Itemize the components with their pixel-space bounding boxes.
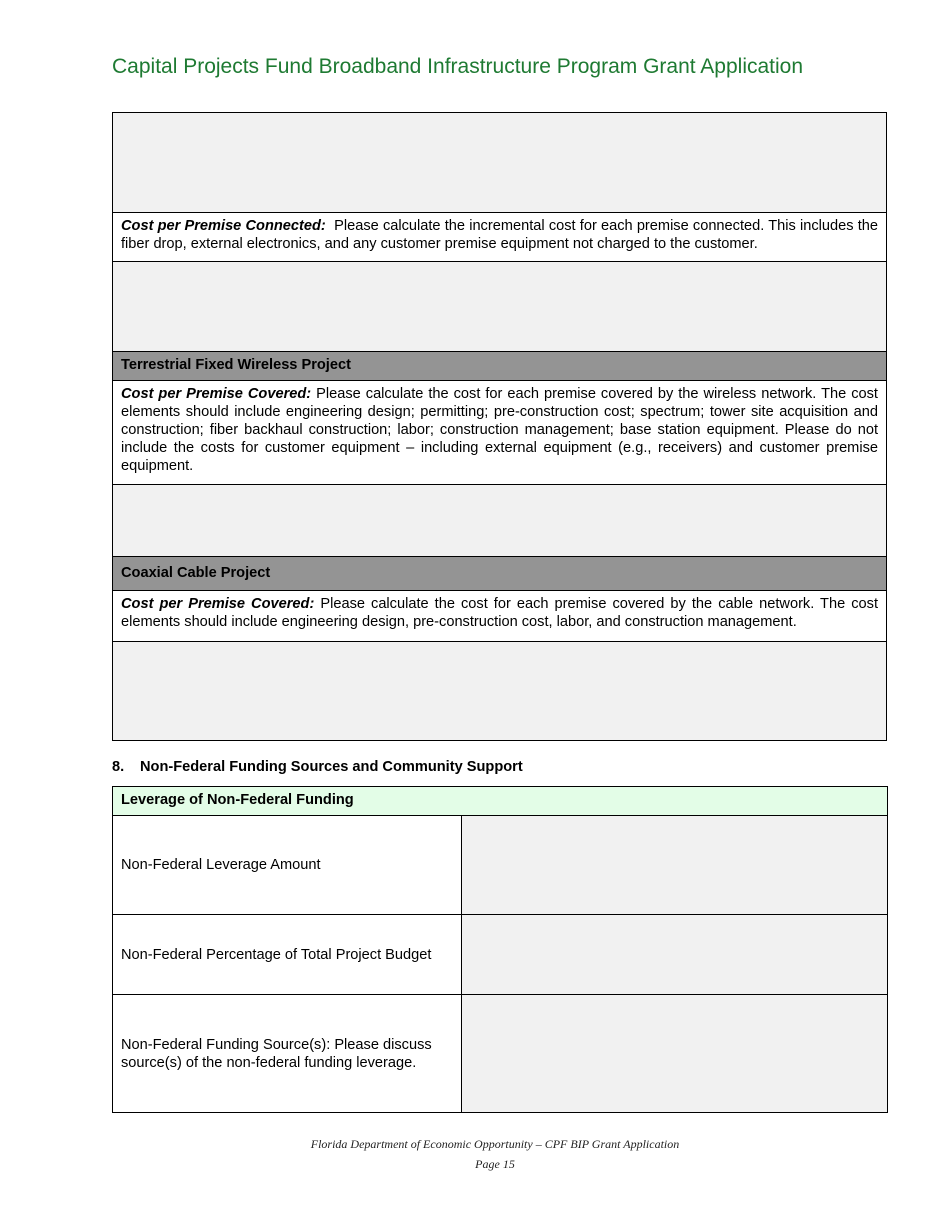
footer-page-number: Page 15 <box>475 1157 515 1171</box>
section-8-heading <box>112 759 523 775</box>
wireless-cost-field[interactable] <box>112 484 887 557</box>
cost-per-premise-connected-field[interactable] <box>112 261 887 352</box>
leverage-amount-label <box>112 815 462 915</box>
leverage-amount-label-text: Non-Federal Leverage Amount <box>121 857 321 873</box>
cost-per-premise-connected-instructions <box>112 212 887 262</box>
cost-per-premise-connected-label: Cost per Premise Connected: <box>121 218 326 234</box>
leverage-percentage-label <box>112 914 462 995</box>
coaxial-project-header: Coaxial Cable Project <box>112 556 887 591</box>
leverage-percentage-field[interactable] <box>461 914 888 995</box>
section-title: Non-Federal Funding Sources and Community Support <box>140 759 523 775</box>
wireless-cost-label: Cost per Premise Covered: <box>121 386 312 402</box>
section-number: 8. <box>112 759 125 775</box>
wireless-project-header: Terrestrial Fixed Wireless Project <box>112 351 887 381</box>
coaxial-cost-instructions <box>112 590 887 642</box>
leverage-percentage-label-text: Non-Federal Percentage of Total Project Budget <box>121 946 432 963</box>
coaxial-cost-field[interactable] <box>112 641 887 741</box>
funding-sources-field[interactable] <box>461 994 888 1113</box>
leverage-amount-field[interactable] <box>461 815 888 915</box>
response-field-previous[interactable] <box>112 112 887 213</box>
funding-sources-label-text: Non-Federal Funding Source(s): Please discuss source(s) of the non-federal funding leverage. <box>121 1036 432 1071</box>
leverage-table-header: Leverage of Non-Federal Funding <box>112 786 888 816</box>
coaxial-cost-text: Please calculate the cost for each premise covered by the cable network. The cost elements should include engineering design, pre-construction cost, labor, and construction management. <box>121 596 879 630</box>
wireless-cost-instructions <box>112 380 887 485</box>
cost-per-premise-connected-text: Please calculate the incremental cost for each premise connected. This includes the fiber drop, external electronics, and any customer premise equipment not charged to the customer. <box>121 218 878 252</box>
coaxial-cost-label: Cost per Premise Covered: <box>121 596 315 612</box>
wireless-cost-text: Please calculate the cost for each premise covered by the wireless network. The cost elements should include engineering design; permitting; pre-construction cost; spectrum; tower site acquisition and construction; fiber backhaul construction; labor; construction management; base station equipment. Please do not include the costs for customer equipment – including external equipment (e.g., receivers) and customer premise equipment. <box>121 386 878 474</box>
funding-sources-label <box>112 994 462 1113</box>
footer-organization: Florida Department of Economic Opportunity – CPF BIP Grant Application <box>310 1137 680 1151</box>
page-title: Capital Projects Fund Broadband Infrastructure Program Grant Application <box>112 55 804 78</box>
